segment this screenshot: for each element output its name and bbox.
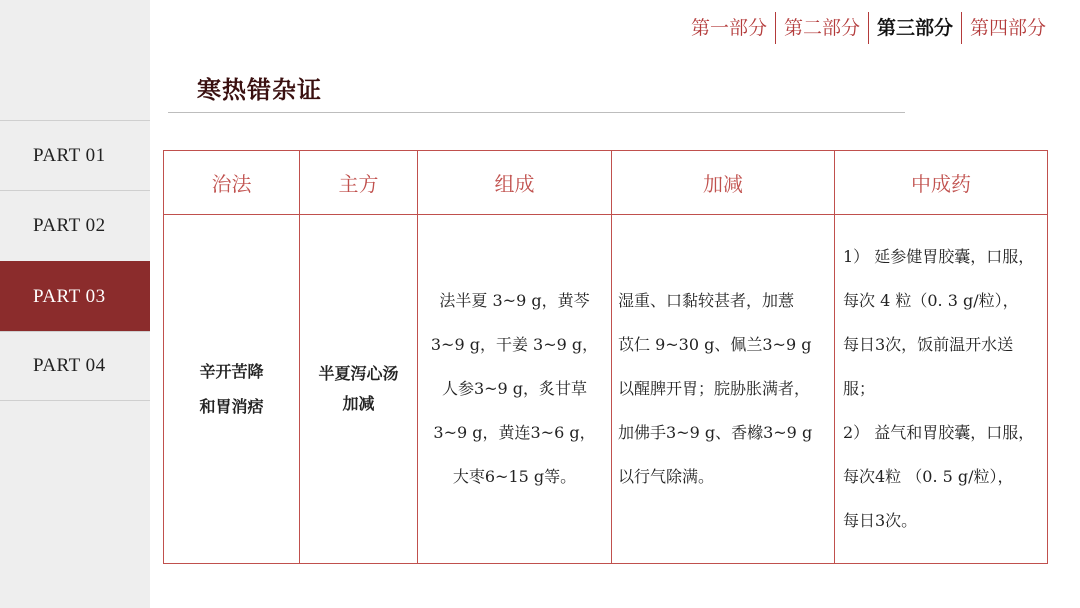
- column-header-formula: 主方: [300, 151, 418, 215]
- text-line: 大枣6~15 g等。: [452, 467, 577, 486]
- sidebar-item-label: PART 04: [33, 355, 106, 376]
- text-line: 每日3次。: [843, 511, 918, 530]
- text-line: 人参3~9 g，炙甘草: [441, 379, 588, 398]
- column-header-composition: 组成: [418, 151, 612, 215]
- treatment-table: [163, 150, 1048, 564]
- text-line: 以行气除满。: [618, 467, 715, 486]
- table-header-row: [164, 151, 1048, 215]
- text-line: 苡仁 9~30 g、佩兰3~9 g: [618, 335, 812, 354]
- text-line: 法半夏 3~9 g，黄芩: [439, 291, 590, 310]
- sidebar-item-part-03[interactable]: [0, 261, 150, 331]
- column-header-patent-medicine: 中成药: [835, 151, 1048, 215]
- text-line: 服；: [843, 379, 876, 398]
- table-row: [164, 215, 1048, 564]
- sidebar-item-part-04[interactable]: [0, 331, 150, 401]
- sidebar: [0, 0, 150, 608]
- text-line: 和胃消痞: [199, 397, 264, 416]
- nav-item-part-1[interactable]: 第一部分: [690, 17, 767, 39]
- text-line: 3~9 g，干姜 3~9 g，: [430, 335, 599, 354]
- text-line: 每次 4 粒（0. 3 g/粒），: [843, 291, 1019, 310]
- text-line: 加减: [342, 394, 375, 413]
- sidebar-item-label: PART 01: [33, 144, 106, 166]
- text-line: 1） 延参健胃胶囊，口服，: [843, 247, 1035, 266]
- text-line: 半夏泻心汤: [318, 364, 399, 383]
- text-line: 辛开苦降: [199, 362, 264, 381]
- text-line: 以醒脾开胃；脘胁胀满者，: [618, 379, 811, 398]
- column-header-method: 治法: [164, 151, 300, 215]
- column-header-modification: 加减: [612, 151, 835, 215]
- nav-item-part-2[interactable]: 第二部分: [783, 17, 860, 39]
- sidebar-item-label: PART 02: [33, 214, 106, 236]
- cell-composition: [418, 215, 612, 564]
- sidebar-item-label: PART 03: [33, 285, 106, 307]
- cell-formula: [300, 215, 418, 564]
- top-nav: [683, 12, 1054, 44]
- cell-modification: [612, 215, 835, 564]
- title-divider: [168, 112, 905, 113]
- nav-item-part-3[interactable]: 第三部分: [876, 17, 953, 39]
- text-line: 每日3次，饭前温开水送: [843, 335, 1014, 354]
- text-line: 湿重、口黏较甚者，加薏: [618, 291, 795, 310]
- text-line: 加佛手3~9 g、香橼3~9 g: [618, 423, 813, 442]
- sidebar-item-part-02[interactable]: [0, 190, 150, 260]
- cell-patent-medicine: [835, 215, 1048, 564]
- cell-method: [164, 215, 300, 564]
- text-line: 2） 益气和胃胶囊，口服，: [843, 423, 1035, 442]
- text-line: 3~9 g，黄连3~6 g，: [433, 423, 596, 442]
- text-line: 每次4粒 （0. 5 g/粒），: [843, 467, 1014, 486]
- page-title: 寒热错杂证: [197, 75, 322, 104]
- sidebar-item-part-01[interactable]: [0, 120, 150, 190]
- nav-item-part-4[interactable]: 第四部分: [969, 17, 1046, 39]
